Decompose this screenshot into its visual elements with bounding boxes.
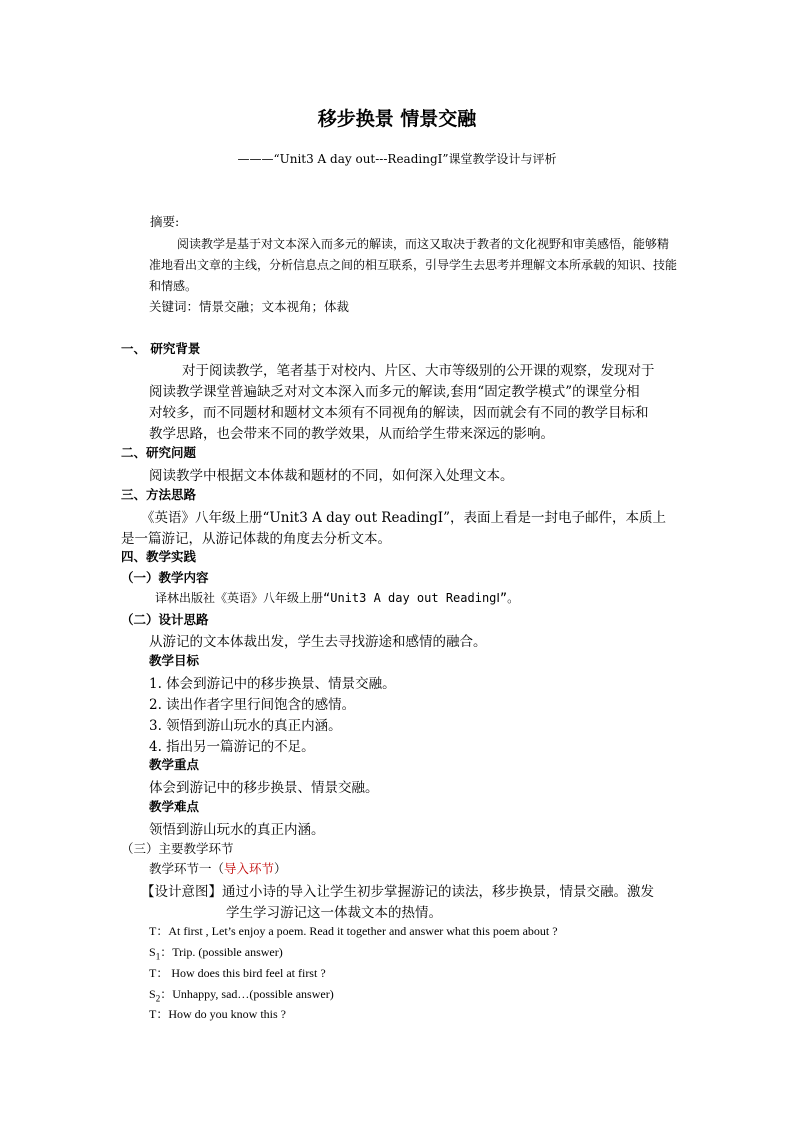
paragraph-line: 教学思路，也会带来不同的教学效果，从而给学生带来深远的影响。 bbox=[149, 426, 554, 442]
label-heading: 教学重点 bbox=[149, 757, 200, 772]
dialogue-line bbox=[149, 964, 326, 981]
paragraph-line: 领悟到游山玩水的真正内涵。 bbox=[149, 822, 325, 838]
step-note: 导入环节 bbox=[224, 861, 275, 876]
paragraph-line: 《英语》八年级上册“Unit3 A day out ReadingⅠ”，表面上看是一封电子邮件，本质上 bbox=[141, 510, 667, 526]
subsection-heading: （一）教学内容 bbox=[121, 570, 209, 585]
list-item: 4. 指出另一篇游记的不足。 bbox=[149, 739, 315, 755]
paragraph-line: 是一篇游记，从游记体裁的角度去分析文本。 bbox=[121, 531, 391, 547]
speaker: T： bbox=[149, 924, 169, 938]
intent-line-2: 学生学习游记这一体裁文本的热情。 bbox=[226, 905, 442, 921]
speaker: S bbox=[149, 945, 156, 959]
intent-line bbox=[141, 880, 654, 900]
speaker: T： bbox=[149, 966, 169, 980]
section-heading: 四、教学实践 bbox=[121, 549, 197, 564]
dialogue-line bbox=[149, 985, 334, 1003]
speaker: T： bbox=[149, 1007, 169, 1021]
dialogue-line bbox=[149, 943, 283, 961]
dialogue-line bbox=[149, 1005, 286, 1022]
dialogue-text: ：Unhappy, sad…(possible answer) bbox=[160, 987, 334, 1001]
step-close: ） bbox=[274, 861, 287, 876]
step-label: 教学环节一（ bbox=[149, 861, 225, 876]
abstract-line: 准地看出文章的主线，分析信息点之间的相互联系，引导学生去思考并理解文本所承载的知识、技能 bbox=[149, 258, 678, 272]
document-title: 移步换景 情景交融 bbox=[317, 108, 477, 130]
list-item: 1. 体会到游记中的移步换景、情景交融。 bbox=[149, 676, 396, 692]
list-item: 3. 领悟到游山玩水的真正内涵。 bbox=[149, 718, 342, 734]
step-line bbox=[149, 859, 287, 877]
paragraph-line: 体会到游记中的移步换景、情景交融。 bbox=[149, 780, 379, 796]
abstract-label: 摘要: bbox=[150, 214, 180, 229]
dialogue-text: At first , Let’s enjoy a poem. Read it together and answer what this poem about ? bbox=[168, 924, 558, 938]
paragraph-line: 对于阅读教学，笔者基于对校内、片区、大市等级别的公开课的观察，发现对于 bbox=[182, 363, 655, 379]
paragraph-line: 对较多，而不同题材和题材文本须有不同视角的解读，因而就会有不同的教学目标和 bbox=[149, 405, 649, 421]
paragraph-line: 阅读教学课堂普遍缺乏对对文本深入而多元的解读,套用“固定教学模式”的课堂分相 bbox=[149, 384, 640, 400]
speaker: S bbox=[149, 987, 156, 1001]
intent-label: 【设计意图】 bbox=[141, 884, 222, 900]
section-heading: 二、研究问题 bbox=[121, 445, 197, 460]
label-heading: 教学难点 bbox=[149, 799, 200, 814]
label-heading: 教学目标 bbox=[149, 653, 200, 668]
document-subtitle: ———“Unit3 A day out---ReadingⅠ”课堂教学设计与评析 bbox=[237, 152, 557, 166]
speaker-index: 1 bbox=[155, 951, 161, 962]
dialogue-text: How do you know this ? bbox=[168, 1007, 287, 1021]
dialogue-line bbox=[149, 922, 558, 939]
subsection-heading: （二）设计思路 bbox=[121, 612, 209, 627]
subsection-heading: （三）主要教学环节 bbox=[121, 841, 234, 856]
intent-text: 通过小诗的导入让学生初步掌握游记的读法，移步换景，情景交融。激发 bbox=[222, 884, 654, 900]
paragraph-line: 阅读教学中根据文本体裁和题材的不同，如何深入处理文本。 bbox=[149, 468, 514, 484]
abstract-line: 阅读教学是基于对文本深入而多元的解读，而这又取决于教者的文化视野和审美感悟，能够精 bbox=[177, 237, 670, 251]
keywords: 关键词：情景交融；文本视角；体裁 bbox=[149, 299, 350, 314]
list-item: 2. 读出作者字里行间饱含的感情。 bbox=[149, 697, 356, 713]
paragraph-line: 译林出版社《英语》八年级上册“Unit3 A day out ReadingⅠ”。 bbox=[155, 591, 520, 605]
speaker-index: 2 bbox=[155, 993, 161, 1004]
abstract-line: 和情感。 bbox=[149, 279, 198, 293]
section-heading: 三、方法思路 bbox=[121, 487, 197, 502]
dialogue-text: How does this bird feel at first ? bbox=[168, 966, 326, 980]
paragraph-line: 从游记的文本体裁出发，学生去寻找游途和感情的融合。 bbox=[149, 634, 487, 650]
section-heading: 一、 研究背景 bbox=[121, 341, 201, 356]
dialogue-text: ：Trip. (possible answer) bbox=[160, 945, 283, 959]
